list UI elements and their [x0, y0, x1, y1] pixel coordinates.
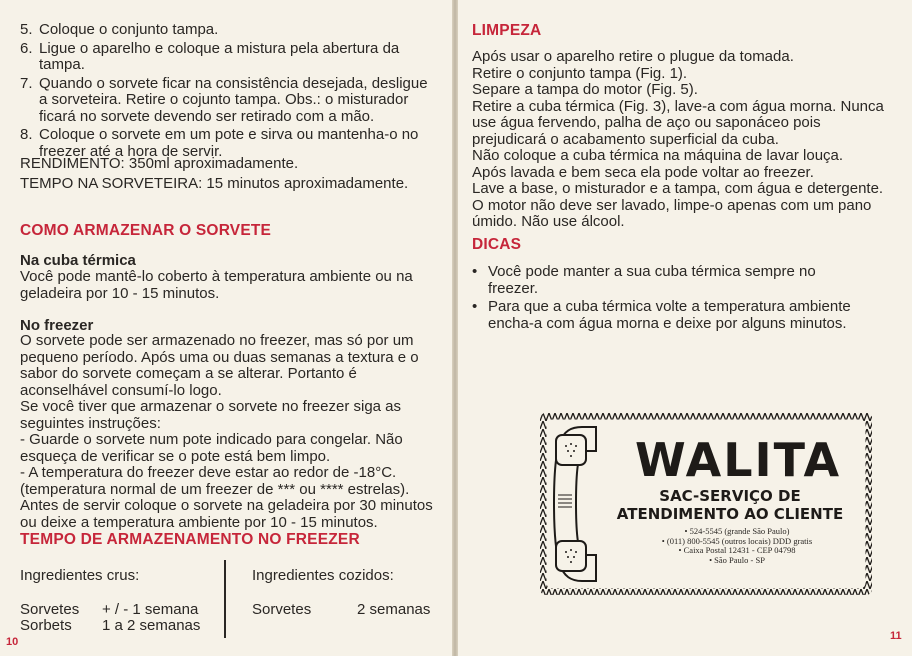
- clean-text: [472, 49, 902, 231]
- step-text: Quando o sorvete ficar na consistência desejada, desligue a sorveteira. Retire o cojunto tampa. Obs.: o misturador ficará no sorvete devendo ser retirado com a mão.: [39, 74, 428, 125]
- clean-line: úmido. Não use álcool.: [472, 213, 625, 230]
- step-number: 6.: [20, 39, 33, 57]
- cooked-time: 2 semanas: [357, 601, 431, 618]
- machine-time-text: TEMPO NA SORVETEIRA: 15 minutos aproximadamente.: [20, 175, 409, 192]
- sac-line: SAC-SERVIÇO DE: [659, 487, 801, 505]
- tip-item: • Você pode manter a sua cuba térmica sempre no freezer.: [472, 264, 862, 297]
- contact-line: • (011) 800-5545 (outros locais) DDD gratis: [661, 535, 813, 546]
- left-page: [0, 0, 452, 656]
- contact-line: • São Paulo - SP: [709, 554, 765, 565]
- raw-time: 1 a 2 semanas: [102, 617, 201, 634]
- sac-line: ATENDIMENTO AO CLIENTE: [616, 505, 844, 523]
- contact-line: • 524-5545 (grande São Paulo): [684, 526, 790, 536]
- clean-heading: LIMPEZA: [472, 22, 542, 39]
- right-page: [458, 0, 912, 656]
- raw-header: Ingredientes crus:: [20, 567, 140, 584]
- freezer-line: ou deixe a temperatura ambiente por 10 - 15 minutos.: [20, 513, 378, 531]
- yield-text: RENDIMENTO: 350ml aproximadamente.: [20, 155, 299, 172]
- tips-heading: DICAS: [472, 236, 522, 253]
- tip-item: • Para que a cuba térmica volte a temperatura ambiente encha-a com água morna e deixe por alguns minutos.: [472, 299, 862, 332]
- clean-line: Retire o conjunto tampa (Fig. 1).: [472, 64, 688, 82]
- raw-item: Sorbets: [20, 617, 72, 634]
- walita-ad: [540, 413, 872, 595]
- step-text: Coloque o sorvete em um pote e sirva ou mantenha-o no freezer até a hora de servir.: [39, 126, 419, 160]
- freezer-time-heading: TEMPO DE ARMAZENAMENTO NO FREEZER: [20, 531, 360, 548]
- clean-line: Após usar o aparelho retire o plugue da tomada.: [472, 48, 794, 65]
- page-number-right: 11: [890, 630, 902, 642]
- freezer-text: [20, 333, 445, 531]
- freezer-line: pequeno período. Após uma ou duas semanas a textura e o: [20, 348, 419, 366]
- step-text: Ligue o aparelho e coloque a mistura pela abertura da tampa.: [39, 39, 400, 73]
- cooked-row: [252, 602, 430, 619]
- cuba-text: Você pode mantê-lo coberto à temperatura ambiente ou na geladeira por 10 - 15 minutos.: [20, 268, 413, 302]
- step-number: 8.: [20, 126, 33, 143]
- freezer-line: (temperatura normal de um freezer de *** ou **** estrelas).: [20, 480, 410, 498]
- step-item: [20, 41, 435, 74]
- freezer-line: esqueça de verificar se o pote está bem limpo.: [20, 447, 331, 465]
- contact-info: [612, 527, 862, 565]
- step-text: Coloque o conjunto tampa.: [39, 21, 219, 38]
- sac-title: [596, 487, 864, 523]
- freezer-title: No freezer: [20, 317, 94, 334]
- step-item: [20, 76, 435, 126]
- clean-line: Lave a base, o misturador e a tampa, com água e detergente.: [472, 180, 884, 197]
- step-item: [20, 22, 435, 39]
- freezer-line: - Guarde o sorvete num pote indicado para congelar. Não: [20, 431, 403, 448]
- step-number: 7.: [20, 74, 33, 92]
- clean-line: O motor não deve ser lavado, limpe-o apenas com um pano: [472, 196, 872, 214]
- freezer-line: O sorvete pode ser armazenado no freezer, mas só por um: [20, 332, 414, 349]
- clean-line: Não coloque a cuba térmica na máquina de lavar louça.: [472, 147, 844, 164]
- raw-item: Sorvetes: [20, 601, 80, 618]
- steps-list: [20, 22, 435, 162]
- brand-logo: WALITA: [634, 433, 842, 487]
- freezer-line: aconselhável consumí-lo logo.: [20, 381, 222, 399]
- clean-line: Separe a tampa do motor (Fig. 5).: [472, 81, 698, 98]
- page-number-left: 10: [6, 636, 19, 648]
- raw-row: [20, 618, 200, 635]
- step-number: 5.: [20, 21, 33, 38]
- freezer-line: seguintes instruções:: [20, 414, 161, 432]
- freezer-line: sabor do sorvete começam a se alterar. Portanto é: [20, 365, 357, 382]
- cooked-header: Ingredientes cozidos:: [252, 567, 394, 584]
- clean-line: Após lavada e bem seca ela pode voltar ao freezer.: [472, 163, 814, 181]
- clean-line: Retire a cuba térmica (Fig. 3), lave-a com água morna. Nunca: [472, 97, 884, 115]
- clean-line: prejudicará o acabamento superficial da cuba.: [472, 130, 779, 148]
- clean-line: use água fervendo, palha de aço ou saponáceo pois: [472, 114, 821, 131]
- tips-list: [472, 264, 862, 334]
- contact-line: • Caixa Postal 12431 - CEP 04798: [678, 545, 796, 555]
- freezer-line: - A temperatura do freezer deve estar ao redor de -18°C.: [20, 464, 397, 481]
- raw-time: + / - 1 semana: [102, 601, 199, 618]
- freezer-line: Se você tiver que armazenar o sorvete no freezer siga as: [20, 398, 402, 415]
- cooked-item: Sorvetes: [252, 601, 312, 618]
- store-heading: COMO ARMAZENAR O SORVETE: [20, 222, 272, 239]
- cuba-title: Na cuba térmica: [20, 252, 136, 269]
- freezer-line: Antes de servir coloque o sorvete na geladeira por 30 minutos: [20, 497, 433, 514]
- table-divider: [224, 560, 226, 638]
